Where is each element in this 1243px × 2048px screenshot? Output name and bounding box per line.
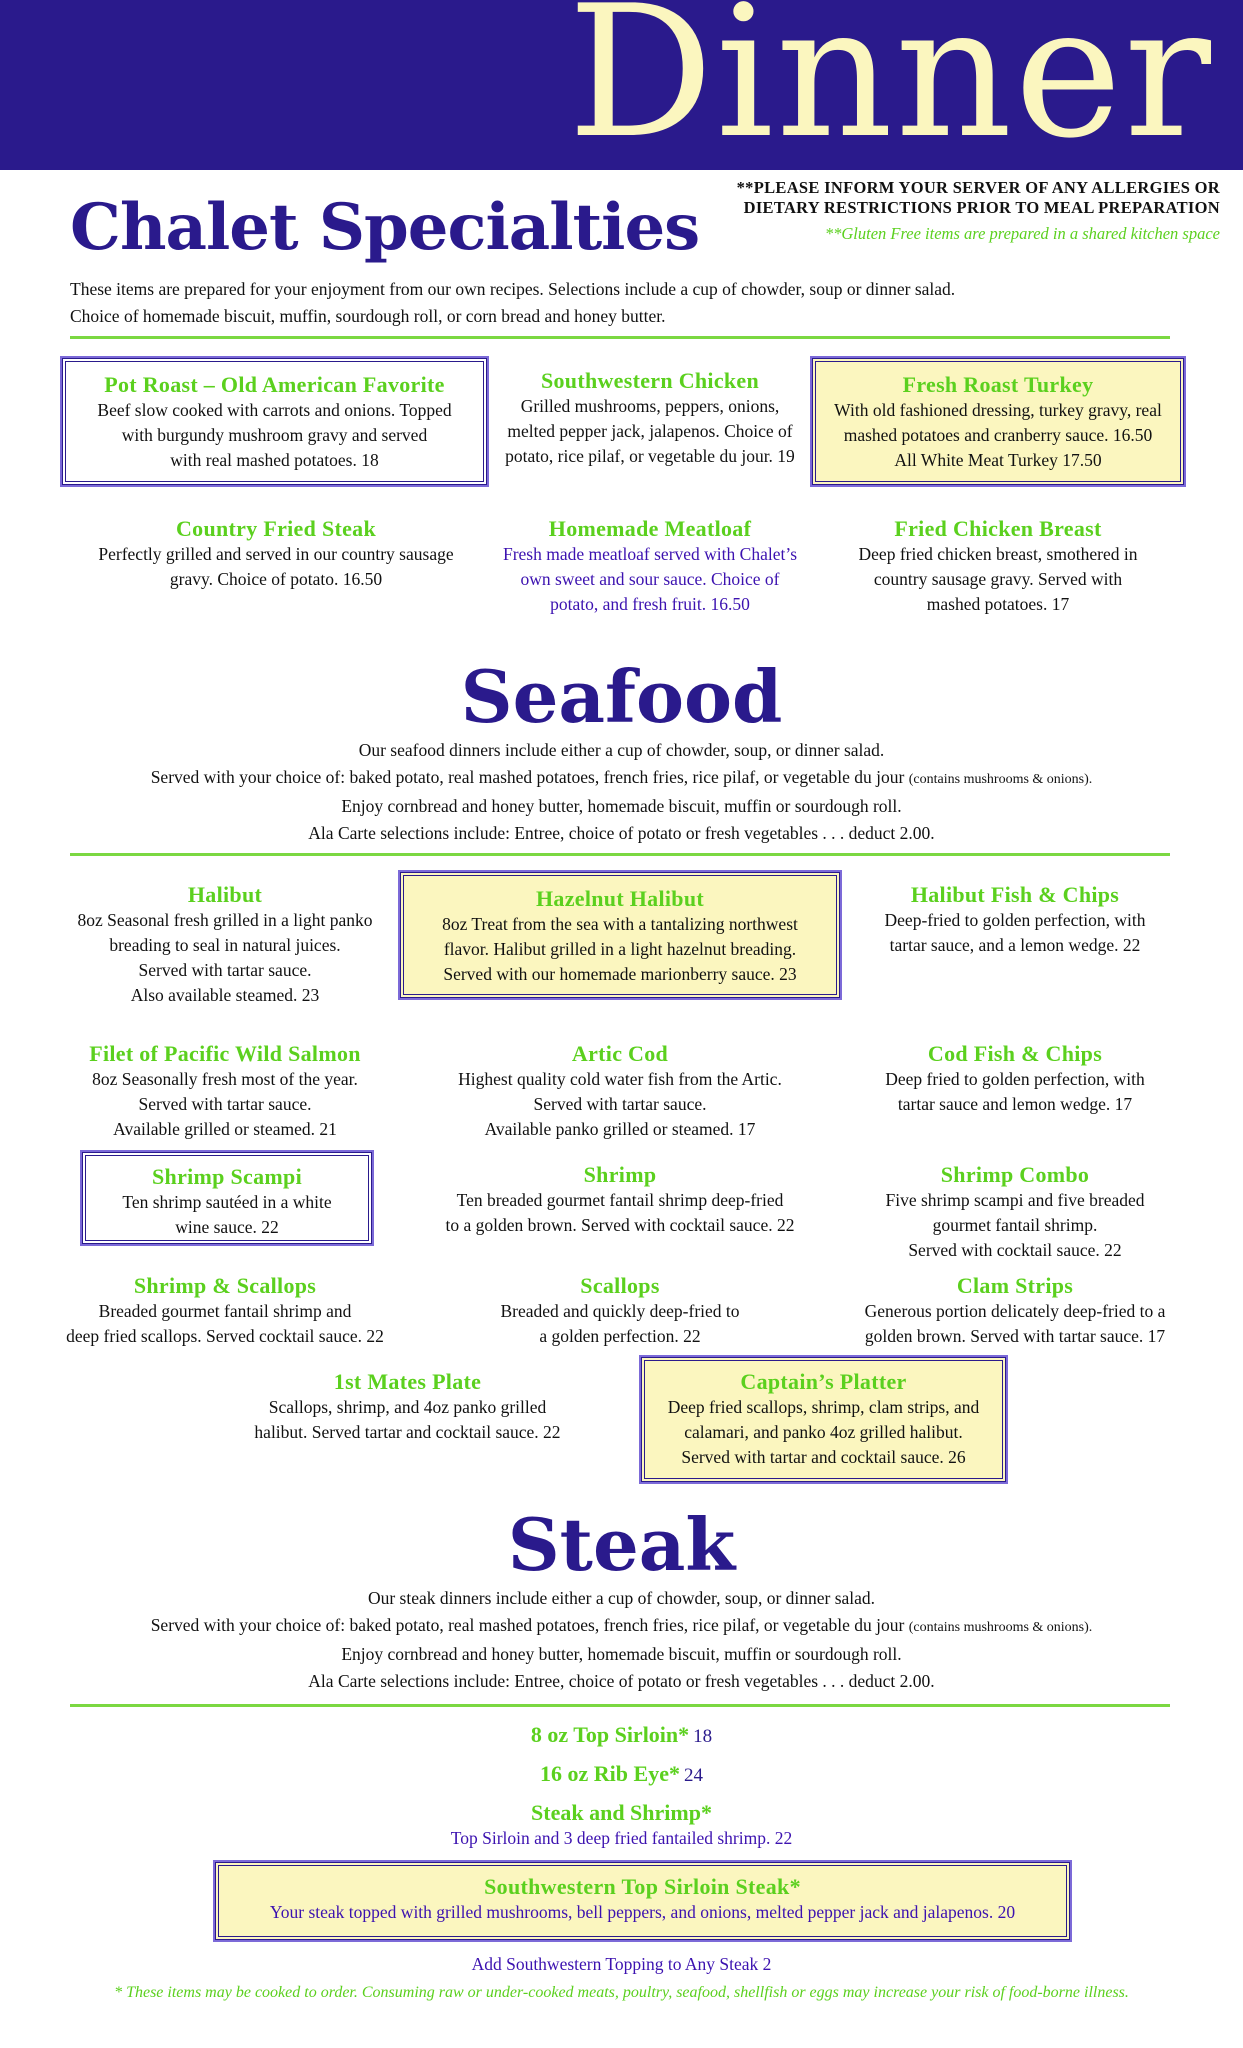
menu-item-southwestern-top-sirloin: Southwestern Top Sirloin Steak* Your steak topped with grilled mushrooms, bell peppers, and onions, melted pepper jack and jalapenos. 20 (215, 1862, 1070, 1940)
menu-item-shrimp: Shrimp Ten breaded gourmet fantail shrimp deep-fried to a golden brown. Served with cocktail sauce. 22 (445, 1162, 795, 1235)
menu-item-pacific-salmon: Filet of Pacific Wild Salmon 8oz Seasonally fresh most of the year. Served with tartar sauce. Available grilled or steamed. 21 (89, 1041, 361, 1139)
menu-item-hazelnut-halibut: Hazelnut Halibut 8oz Treat from the sea with a tantalizing northwest flavor. Halibut grilled in a light hazelnut breading. Served with our homemade marionberry sauce. 23 (400, 872, 840, 998)
menu-item-shrimp-scampi: Shrimp Scampi Ten shrimp sautéed in a white wine sauce. 22 (82, 1152, 372, 1244)
menu-item-southwestern-chicken: Southwestern Chicken Grilled mushrooms, peppers, onions, melted pepper jack, jalapenos. Choice of potato, rice pilaf, or vegetable du jour. 19 (505, 368, 795, 466)
menu-item-top-sirloin: 8 oz Top Sirloin* 18 (530, 1722, 713, 1747)
menu-item-captains-platter: Captain’s Platter Deep fried scallops, shrimp, clam strips, and calamari, and panko 4oz grilled halibut. Served with tartar and cocktail sauce. 26 (641, 1357, 1006, 1482)
seafood-intro: Our seafood dinners include either a cup of chowder, soup, or dinner salad. Served with your choice of: baked potato, real mashed potatoes, french fries, rice pilaf, or vegetable du jour (contains mushrooms & onions). Enjoy cornbread and honey butter, homemade biscuit, muffin or sourdough roll. Ala Carte selections include: Entree, choice of potato or fresh vegetables . . . deduct 2.00. (150, 740, 1093, 843)
menu-item-fresh-roast-turkey: Fresh Roast Turkey With old fashioned dressing, turkey gravy, real mashed potatoes and cranberry sauce. 16.50 All White Meat Turkey 17.50 (812, 358, 1184, 485)
menu-title: Dinner (567, 0, 1213, 172)
menu-item-homemade-meatloaf: Homemade Meatloaf Fresh made meatloaf served with Chalet’s own sweet and sour sauce. Choice of potato, and fresh fruit. 16.50 (502, 516, 797, 614)
menu-item-halibut-fish-chips: Halibut Fish & Chips Deep-fried to golden perfection, with tartar sauce, and a lemon wedge. 22 (884, 882, 1146, 955)
menu-item-shrimp-scallops: Shrimp & Scallops Breaded gourmet fantail shrimp and deep fried scallops. Served cocktail sauce. 22 (66, 1273, 384, 1346)
menu-item-rib-eye: 16 oz Rib Eye* 24 (540, 1761, 703, 1786)
menu-item-artic-cod: Artic Cod Highest quality cold water fish from the Artic. Served with tartar sauce. Available panko grilled or steamed. 17 (458, 1041, 782, 1139)
menu-item-fried-chicken-breast: Fried Chicken Breast Deep fried chicken breast, smothered in country sausage gravy. Served with mashed potatoes. 17 (858, 516, 1138, 614)
food-safety-footnote: * These items may be cooked to order. Consuming raw or under-cooked meats, poultry, seafood, shellfish or eggs may increase your risk of food-borne illness. (114, 1984, 1129, 2001)
seafood-section-title: Seafood (460, 654, 783, 739)
section-divider (70, 336, 1170, 339)
menu-item-halibut: Halibut 8oz Seasonal fresh grilled in a light panko breading to seal in natural juices. Served with tartar sauce. Also available steamed. 23 (77, 882, 373, 1005)
menu-item-scallops: Scallops Breaded and quickly deep-fried to a golden perfection. 22 (500, 1273, 740, 1346)
menu-item-country-fried-steak: Country Fried Steak Perfectly grilled and served in our country sausage gravy. Choice of potato. 16.50 (98, 516, 454, 589)
section-divider (70, 1704, 1170, 1707)
steak-intro: Our steak dinners include either a cup of chowder, soup, or dinner salad. Served with your choice of: baked potato, real mashed potatoes, french fries, rice pilaf, or vegetable du jour (contains mushrooms & onions). Enjoy cornbread and honey butter, homemade biscuit, muffin or sourdough roll. Ala Carte selections include: Entree, choice of potato or fresh vegetables . . . deduct 2.00. (150, 1588, 1093, 1691)
steak-section-title: Steak (507, 1502, 736, 1587)
chalet-intro: These items are prepared for your enjoyment from our own recipes. Selections include a cup of chowder, soup or dinner salad. Choice of homemade biscuit, muffin, sourdough roll, or corn bread and honey butter. (70, 279, 956, 326)
chalet-section-title: Chalet Specialties (70, 190, 700, 265)
menu-item-clam-strips: Clam Strips Generous portion delicately deep-fried to a golden brown. Served with tartar sauce. 17 (864, 1273, 1166, 1346)
gluten-free-note: **Gluten Free items are prepared in a shared kitchen space (824, 224, 1220, 243)
menu-item-shrimp-combo: Shrimp Combo Five shrimp scampi and five breaded gourmet fantail shrimp. Served with cocktail sauce. 22 (885, 1162, 1145, 1260)
topping-note: Add Southwestern Topping to Any Steak 2 (471, 1954, 772, 1974)
menu-item-1st-mates-plate: 1st Mates Plate Scallops, shrimp, and 4oz panko grilled halibut. Served tartar and cocktail sauce. 22 (254, 1369, 561, 1442)
section-divider (70, 853, 1170, 856)
menu-item-pot-roast: Pot Roast – Old American Favorite Beef slow cooked with carrots and onions. Topped with burgundy mushroom gravy and served with real mashed potatoes. 18 (62, 358, 487, 485)
menu-item-cod-fish-chips: Cod Fish & Chips Deep fried to golden perfection, with tartar sauce and lemon wedge. 17 (885, 1041, 1145, 1114)
menu-item-steak-and-shrimp: Steak and Shrimp* Top Sirloin and 3 deep fried fantailed shrimp. 22 (450, 1800, 793, 1848)
allergy-notice: **PLEASE INFORM YOUR SERVER OF ANY ALLERGIES OR DIETARY RESTRICTIONS PRIOR TO MEAL PREPARATION (736, 178, 1220, 217)
